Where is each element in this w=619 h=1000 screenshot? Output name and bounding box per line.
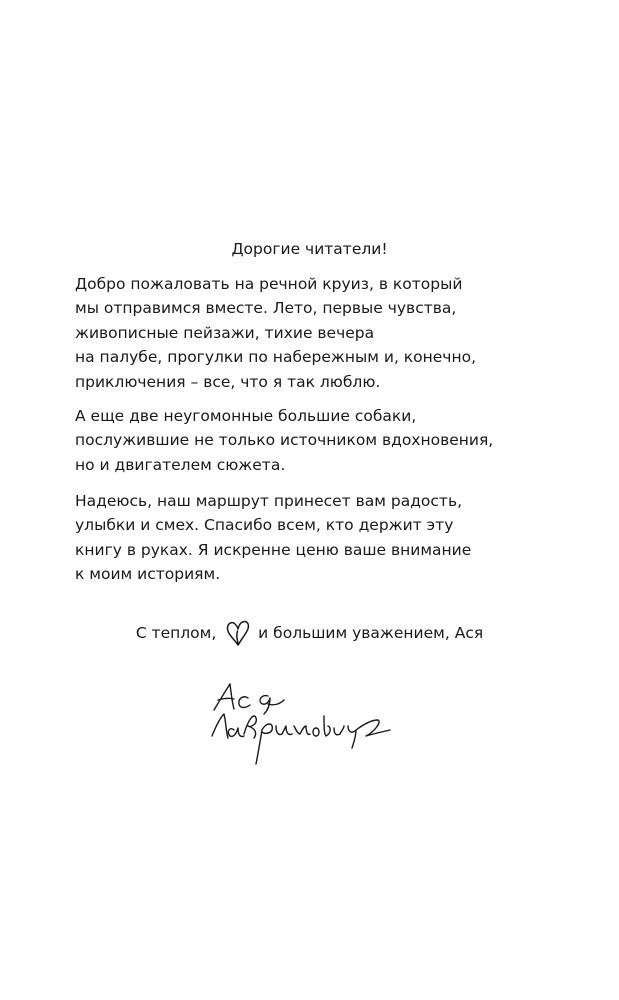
closing-text-start: С теплом,	[135, 624, 217, 642]
letter-paragraph-2	[75, 404, 555, 477]
letter-greeting: Дорогие читатели!	[231, 240, 388, 258]
paragraph-line: Добро пожаловать на речной круиз, в который	[75, 275, 463, 293]
paragraph-line: А еще две неугомонные большие собаки,	[75, 407, 417, 425]
paragraph-line: книгу в руках. Я искренне ценю ваше внимание	[75, 540, 472, 559]
paragraph-line: Надеюсь, наш маршрут принесет вам радость,	[75, 492, 463, 510]
heart-icon	[225, 618, 251, 648]
paragraph-line: к моим историям.	[75, 565, 221, 584]
signature	[206, 676, 396, 771]
paragraph-line: на палубе, прогулки по набережным и, конечно,	[75, 348, 477, 367]
paragraph-line: послужившие не только источником вдохновения,	[75, 431, 494, 450]
paragraph-line: но и двигателем сюжета.	[75, 455, 286, 474]
paragraph-line: мы отправимся вместе. Лето, первые чувства,	[75, 299, 457, 318]
paragraph-line: живописные пейзажи, тихие вечера	[75, 323, 375, 342]
closing-text-end: и большим уважением, Ася	[258, 624, 484, 642]
letter-paragraph-1	[75, 272, 555, 394]
letter-closing	[0, 618, 619, 648]
paragraph-line: приключения – все, что я так люблю.	[75, 372, 381, 391]
paragraph-line: улыбки и смех. Спасибо всем, кто держит эту	[75, 516, 454, 535]
letter-paragraph-3	[75, 489, 555, 587]
